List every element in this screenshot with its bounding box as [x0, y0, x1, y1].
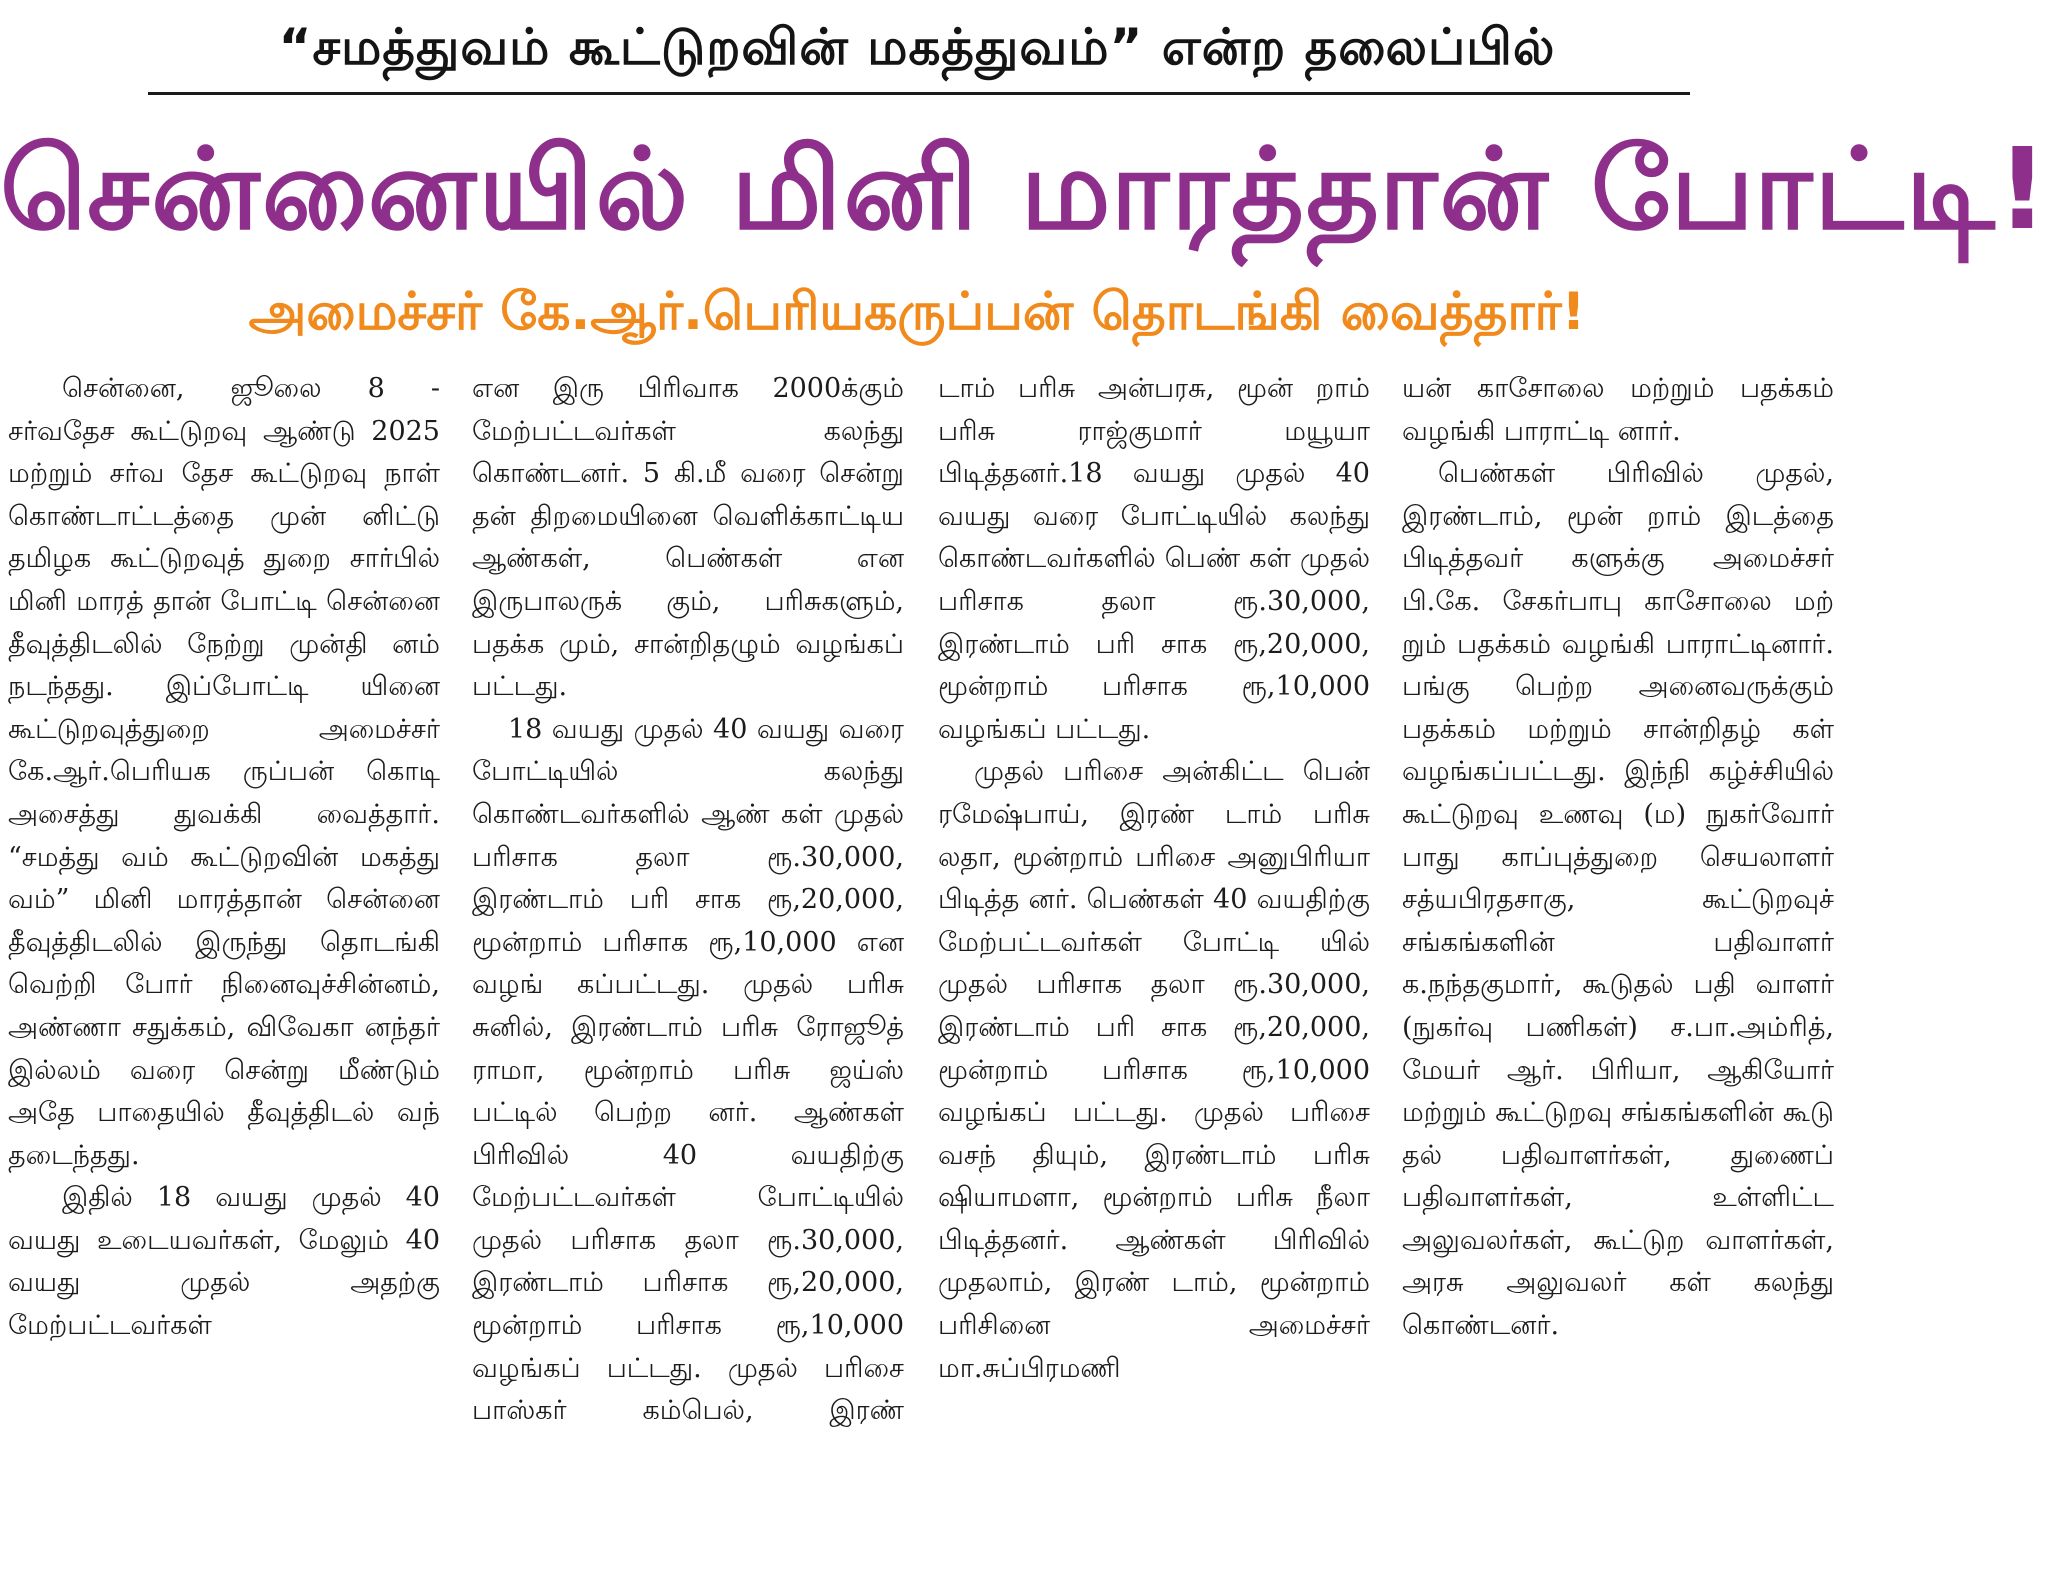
- paragraph: 18 வயது முதல் 40 வயது வரை போட்டியில் கலந்து கொண்டவர்களில் ஆண் கள் முதல் பரிசாக தலா ரூ.30,000, இரண்டாம் பரி சாக ரூ,20,000, மூன்றாம் பரிசாக ரூ,10,000 என வழங் கப்பட்டது. முதல் பரிசு சுனில், இரண்டாம் பரிசு ரோஜூத் ராமா, மூன்றாம் பரிசு ஜய்ஸ் பட்டில் பெற்ற னர். ஆண்கள் பிரிவில் 40 வயதிற்கு மேற்பட்டவர்கள் போட்டியில் முதல் பரிசாக தலா ரூ.30,000, இரண்டாம் பரிசாக ரூ,20,000, மூன்றாம் பரிசாக ரூ,10,000 வழங்கப் பட்டது. முதல் பரிசை பாஸ்கர் கம்பெல், இரண்: [472, 713, 904, 1427]
- paragraph: டாம் பரிசு அன்பரசு, மூன் றாம் பரிசு ராஜ்குமார் மயூயா பிடித்தனர்.18 வயது முதல் 40 வயது வரை போட்டியில் கலந்து கொண்டவர்களில் பெண் கள் முதல் பரிசாக தலா ரூ.30,000, இரண்டாம் பரி சாக ரூ,20,000, மூன்றாம் பரிசாக ரூ,10,000 வழங்கப் பட்டது.: [938, 373, 1370, 745]
- paragraph: யன் காசோலை மற்றும் பதக்கம் வழங்கி பாராட்டி னார்.: [1402, 373, 1834, 447]
- article-column-4: [1402, 368, 1834, 1568]
- kicker-title: “சமத்துவம் கூட்டுறவின் மகத்துவம்” என்ற தலைப்பில்: [278, 18, 1556, 76]
- article-column-3: [938, 368, 1370, 1568]
- subheadline: அமைச்சர் கே.ஆர்.பெரியகருப்பன் தொடங்கி வைத்தார்!: [248, 282, 1586, 342]
- paragraph: என இரு பிரிவாக 2000க்கும் மேற்பட்டவர்கள் கலந்து கொண்டனர். 5 கி.மீ வரை சென்று தன் திறமையினை வெளிக்காட்டிய ஆண்கள், பெண்கள் என இருபாலருக் கும், பரிசுகளும், பதக்க மும், சான்றிதழும் வழங்கப் பட்டது.: [472, 373, 904, 703]
- article-column-2: [472, 368, 904, 1568]
- article-body: [0, 368, 1834, 1568]
- paragraph: இதில் 18 வயது முதல் 40 வயது உடையவர்கள், மேலும் 40 வயது முதல் அதற்கு மேற்பட்டவர்கள்: [8, 1182, 440, 1342]
- headline: சென்னையில் மினி மாரத்தான் போட்டி!: [0, 125, 2050, 255]
- paragraph: சென்னை, ஜூலை 8 - சர்வதேச கூட்டுறவு ஆண்டு 2025 மற்றும் சர்வ தேச கூட்டுறவு நாள் கொண்டாட்டத்தை முன் னிட்டு தமிழக கூட்டுறவுத் துறை சார்பில் மினி மாரத் தான் போட்டி சென்னை தீவுத்திடலில் நேற்று முன்தி னம் நடந்தது. இப்போட்டி யினை கூட்டுறவுத்துறை அமைச்சர் கே.ஆர்.பெரியக ருப்பன் கொடி அசைத்து துவக்கி வைத்தார். “சமத்து வம் கூட்டுறவின் மகத்து வம்” மினி மாரத்தான் சென்னை தீவுத்திடலில் இருந்து தொடங்கி வெற்றி போர் நினைவுச்சின்னம், அண்ணா சதுக்கம், விவேகா னந்தர் இல்லம் வரை சென்று மீண்டும் அதே பாதையில் தீவுத்திடல் வந் தடைந்தது.: [8, 373, 440, 1171]
- article-column-1: [8, 368, 440, 1568]
- paragraph: முதல் பரிசை அன்கிட்ட பென் ரமேஷ்பாய், இரண் டாம் பரிசு லதா, மூன்றாம் பரிசை அனுபிரியா பிடித்த னர். பெண்கள் 40 வயதிற்கு மேற்பட்டவர்கள் போட்டி யில் முதல் பரிசாக தலா ரூ.30,000, இரண்டாம் பரி சாக ரூ,20,000, மூன்றாம் பரிசாக ரூ,10,000 வழங்கப் பட்டது. முதல் பரிசை வசந் தியும், இரண்டாம் பரிசு ஷியாமளா, மூன்றாம் பரிசு நீலா பிடித்தனர். ஆண்கள் பிரிவில் முதலாம், இரண் டாம், மூன்றாம் பரிசினை அமைச்சர் மா.சுப்பிரமணி: [938, 756, 1370, 1384]
- kicker-rule: [148, 92, 1690, 95]
- paragraph: பெண்கள் பிரிவில் முதல், இரண்டாம், மூன் றாம் இடத்தை பிடித்தவர் களுக்கு அமைச்சர் பி.கே. சேகர்பாபு காசோலை மற் றும் பதக்கம் வழங்கி பாராட்டினார். பங்கு பெற்ற அனைவருக்கும் பதக்கம் மற்றும் சான்றிதழ் கள் வழங்கப்பட்டது. இந்நி கழ்ச்சியில் கூட்டுறவு உணவு (ம) நுகர்வோர் பாது காப்புத்துறை செயலாளர் சத்யபிரதசாகு, கூட்டுறவுச் சங்கங்களின் பதிவாளர் க.நந்தகுமார், கூடுதல் பதி வாளர் (நுகர்வு பணிகள்) ச.பா.அம்ரித், மேயர் ஆர். பிரியா, ஆகியோர் மற்றும் கூட்டுறவு சங்கங்களின் கூடு தல் பதிவாளர்கள், துணைப் பதிவாளர்கள், உள்ளிட்ட அலுவலர்கள், கூட்டுற வாளர்கள், அரசு அலுவலர் கள் கலந்து கொண்டனர்.: [1402, 458, 1834, 1342]
